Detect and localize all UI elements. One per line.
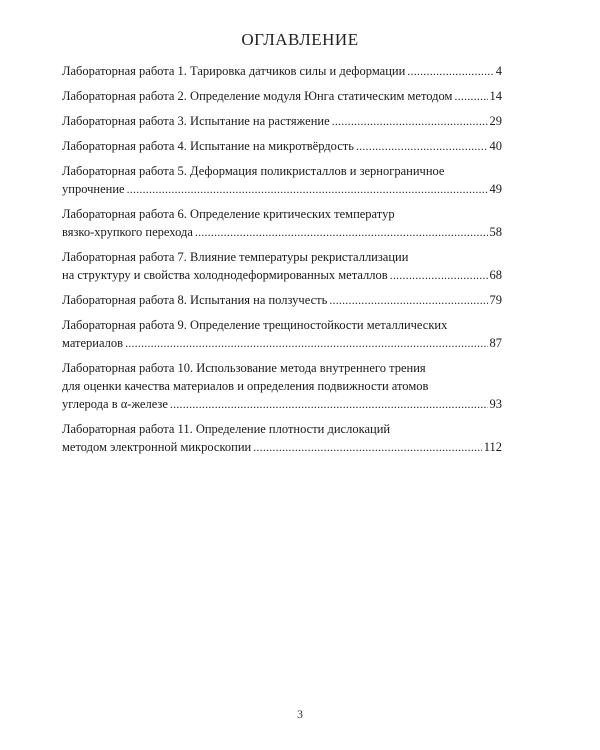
toc-entry — [62, 62, 502, 80]
toc-entry-row — [62, 266, 502, 284]
toc-entry-row — [62, 87, 502, 105]
toc-page-number: 29 — [489, 114, 502, 128]
toc-title: ОГЛАВЛЕНИЕ — [241, 30, 359, 49]
toc-page-number: 87 — [489, 336, 502, 350]
toc-entry-line: вязко-хрупкого перехода — [62, 225, 193, 239]
toc-entry-line: Лабораторная работа 11. Определение плотности дислокаций — [62, 422, 391, 436]
toc-page-number: 79 — [489, 293, 502, 307]
toc-entry — [62, 291, 502, 309]
dot-leader — [125, 334, 487, 352]
toc-entry-row — [62, 395, 502, 413]
toc-page-number: 68 — [489, 268, 502, 282]
dot-leader — [170, 395, 488, 413]
dot-leader — [329, 291, 487, 309]
toc-entry-line: углерода в α-железе — [62, 397, 168, 411]
toc-entry-line: на структуру и свойства холоднодеформированных металлов — [62, 268, 388, 282]
toc-entry-line: Лабораторная работа 10. Использование метода внутреннего трения — [62, 361, 426, 375]
toc-entry-row — [62, 223, 502, 241]
toc-entry-line: методом электронной микроскопии — [62, 440, 252, 454]
toc-entry-row — [62, 291, 502, 309]
toc-entry-row — [62, 112, 502, 130]
toc-entry-line: Лабораторная работа 5. Деформация поликристаллов и зернограничное — [62, 164, 445, 178]
toc-entry — [62, 359, 502, 413]
toc-entry-line: Лабораторная работа 4. Испытание на микротвёрдость — [62, 139, 354, 153]
toc-page-number: 93 — [489, 397, 502, 411]
toc-entry — [62, 137, 502, 155]
dot-leader — [356, 137, 488, 155]
dot-leader — [454, 87, 487, 105]
toc-entry-line: Лабораторная работа 7. Влияние температуры рекристаллизации — [62, 250, 409, 264]
toc-entry — [62, 87, 502, 105]
toc-entry-line: Лабораторная работа 9. Определение трещиностойкости металлических — [62, 318, 448, 332]
toc-page-number: 14 — [489, 89, 502, 103]
toc-entry-row — [62, 180, 502, 198]
table-of-contents — [62, 62, 502, 463]
toc-entry-row — [62, 137, 502, 155]
toc-page-number: 112 — [483, 440, 502, 454]
dot-leader — [332, 112, 488, 130]
dot-leader — [253, 438, 481, 456]
toc-page-number: 4 — [495, 64, 502, 78]
toc-entry-row — [62, 438, 502, 456]
dot-leader — [127, 180, 488, 198]
toc-page-number: 58 — [489, 225, 502, 239]
toc-page-number: 40 — [489, 139, 502, 153]
dot-leader — [390, 266, 488, 284]
toc-entry — [62, 420, 502, 456]
toc-entry — [62, 316, 502, 352]
dot-leader — [195, 223, 488, 241]
toc-entry — [62, 205, 502, 241]
toc-entry-line: Лабораторная работа 2. Определение модуля Юнга статическим методом — [62, 89, 453, 103]
toc-entry — [62, 112, 502, 130]
toc-entry-line: Лабораторная работа 1. Тарировка датчиков силы и деформации — [62, 64, 406, 78]
toc-entry-line: материалов — [62, 336, 124, 350]
toc-page-number: 49 — [489, 182, 502, 196]
page-number: 3 — [297, 707, 303, 721]
toc-entry-line: для оценки качества материалов и определения подвижности атомов — [62, 379, 429, 393]
dot-leader — [407, 62, 493, 80]
toc-entry-line: Лабораторная работа 8. Испытания на ползучесть — [62, 293, 328, 307]
toc-entry — [62, 162, 502, 198]
toc-entry-row — [62, 62, 502, 80]
toc-entry-line: Лабораторная работа 3. Испытание на растяжение — [62, 114, 330, 128]
toc-entry-line: Лабораторная работа 6. Определение критических температур — [62, 207, 395, 221]
toc-entry — [62, 248, 502, 284]
toc-entry-row — [62, 334, 502, 352]
toc-entry-line: упрочнение — [62, 182, 125, 196]
